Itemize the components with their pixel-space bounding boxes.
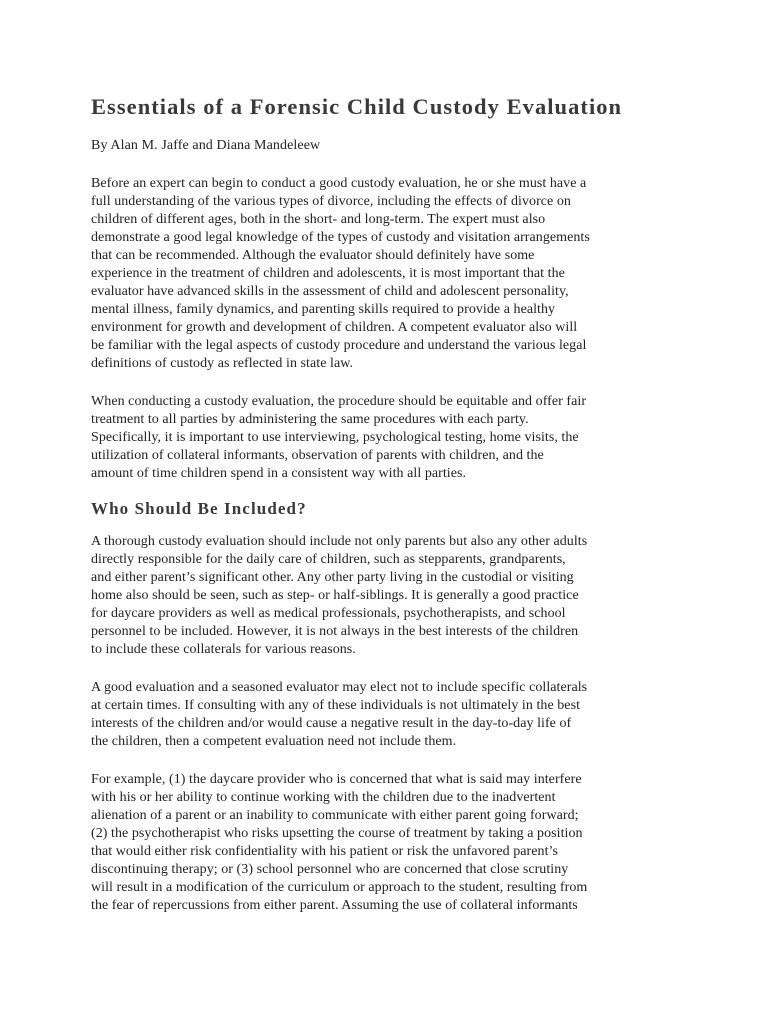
text-line: will result in a modification of the curriculum or approach to the student, resulting from <box>91 880 588 895</box>
text-line: definitions of custody as reflected in state law. <box>91 356 354 371</box>
paragraph <box>91 533 681 659</box>
text-line: personnel to be included. However, it is not always in the best interests of the children <box>91 624 579 639</box>
paragraph <box>91 679 681 751</box>
text-line: at certain times. If consulting with any of these individuals is not ultimately in the best <box>91 698 581 713</box>
paragraph <box>91 393 681 483</box>
text-line: Before an expert can begin to conduct a good custody evaluation, he or she must have a <box>91 176 587 191</box>
text-line: that would either risk confidentiality with his patient or risk the unfavored parent’s <box>91 844 558 859</box>
section-heading: Who Should Be Included? <box>91 499 307 518</box>
text-line: directly responsible for the daily care of children, such as stepparents, grandparents, <box>91 552 566 567</box>
text-line: amount of time children spend in a consistent way with all parties. <box>91 466 467 481</box>
text-line: demonstrate a good legal knowledge of the types of custody and visitation arrangements <box>91 230 590 245</box>
text-line: evaluator have advanced skills in the assessment of child and adolescent personality, <box>91 284 569 299</box>
paragraph <box>91 771 681 915</box>
text-line: Specifically, it is important to use interviewing, psychological testing, home visits, the <box>91 430 579 445</box>
text-line: environment for growth and development of children. A competent evaluator also will <box>91 320 578 335</box>
text-line: the fear of repercussions from either parent. Assuming the use of collateral informants <box>91 898 578 913</box>
text-line: When conducting a custody evaluation, the procedure should be equitable and offer fair <box>91 394 587 409</box>
paragraph <box>91 175 681 373</box>
text-line: experience in the treatment of children and adolescents, it is most important that the <box>91 266 565 281</box>
who-should-be-included-section <box>91 533 681 915</box>
text-line: interests of the children and/or would cause a negative result in the day-to-day life of <box>91 716 572 731</box>
author-byline: By Alan M. Jaffe and Diana Mandeleew <box>91 138 321 153</box>
text-line: discontinuing therapy; or (3) school personnel who are concerned that close scrutiny <box>91 862 569 877</box>
text-line: that can be recommended. Although the evaluator should definitely have some <box>91 248 535 263</box>
text-line: and either parent’s significant other. Any other party living in the custodial or visiting <box>91 570 574 585</box>
text-line: A good evaluation and a seasoned evaluator may elect not to include specific collaterals <box>91 680 588 695</box>
document-title: Essentials of a Forensic Child Custody Evaluation <box>91 94 623 119</box>
text-line: (2) the psychotherapist who risks upsetting the course of treatment by taking a position <box>91 826 583 841</box>
text-line: treatment to all parties by administering the same procedures with each party. <box>91 412 529 427</box>
text-line: be familiar with the legal aspects of custody procedure and understand the various legal <box>91 338 587 353</box>
text-line: alienation of a parent or an inability to communicate with either parent going forward; <box>91 808 579 823</box>
text-line: children of different ages, both in the short- and long-term. The expert must also <box>91 212 546 227</box>
text-line: full understanding of the various types of divorce, including the effects of divorce on <box>91 194 571 209</box>
text-line: A thorough custody evaluation should include not only parents but also any other adults <box>91 534 588 549</box>
intro-section <box>91 175 681 483</box>
text-line: mental illness, family dynamics, and parenting skills required to provide a healthy <box>91 302 556 317</box>
text-line: the children, then a competent evaluation need not include them. <box>91 734 457 749</box>
text-line: For example, (1) the daycare provider who is concerned that what is said may interfere <box>91 772 582 787</box>
text-line: home also should be seen, such as step- or half-siblings. It is generally a good practice <box>91 588 579 603</box>
document-page <box>91 92 681 915</box>
text-line: to include these collaterals for various reasons. <box>91 642 356 657</box>
text-line: for daycare providers as well as medical professionals, psychotherapists, and school <box>91 606 566 621</box>
text-line: utilization of collateral informants, observation of parents with children, and the <box>91 448 544 463</box>
text-line: with his or her ability to continue working with the children due to the inadvertent <box>91 790 556 805</box>
